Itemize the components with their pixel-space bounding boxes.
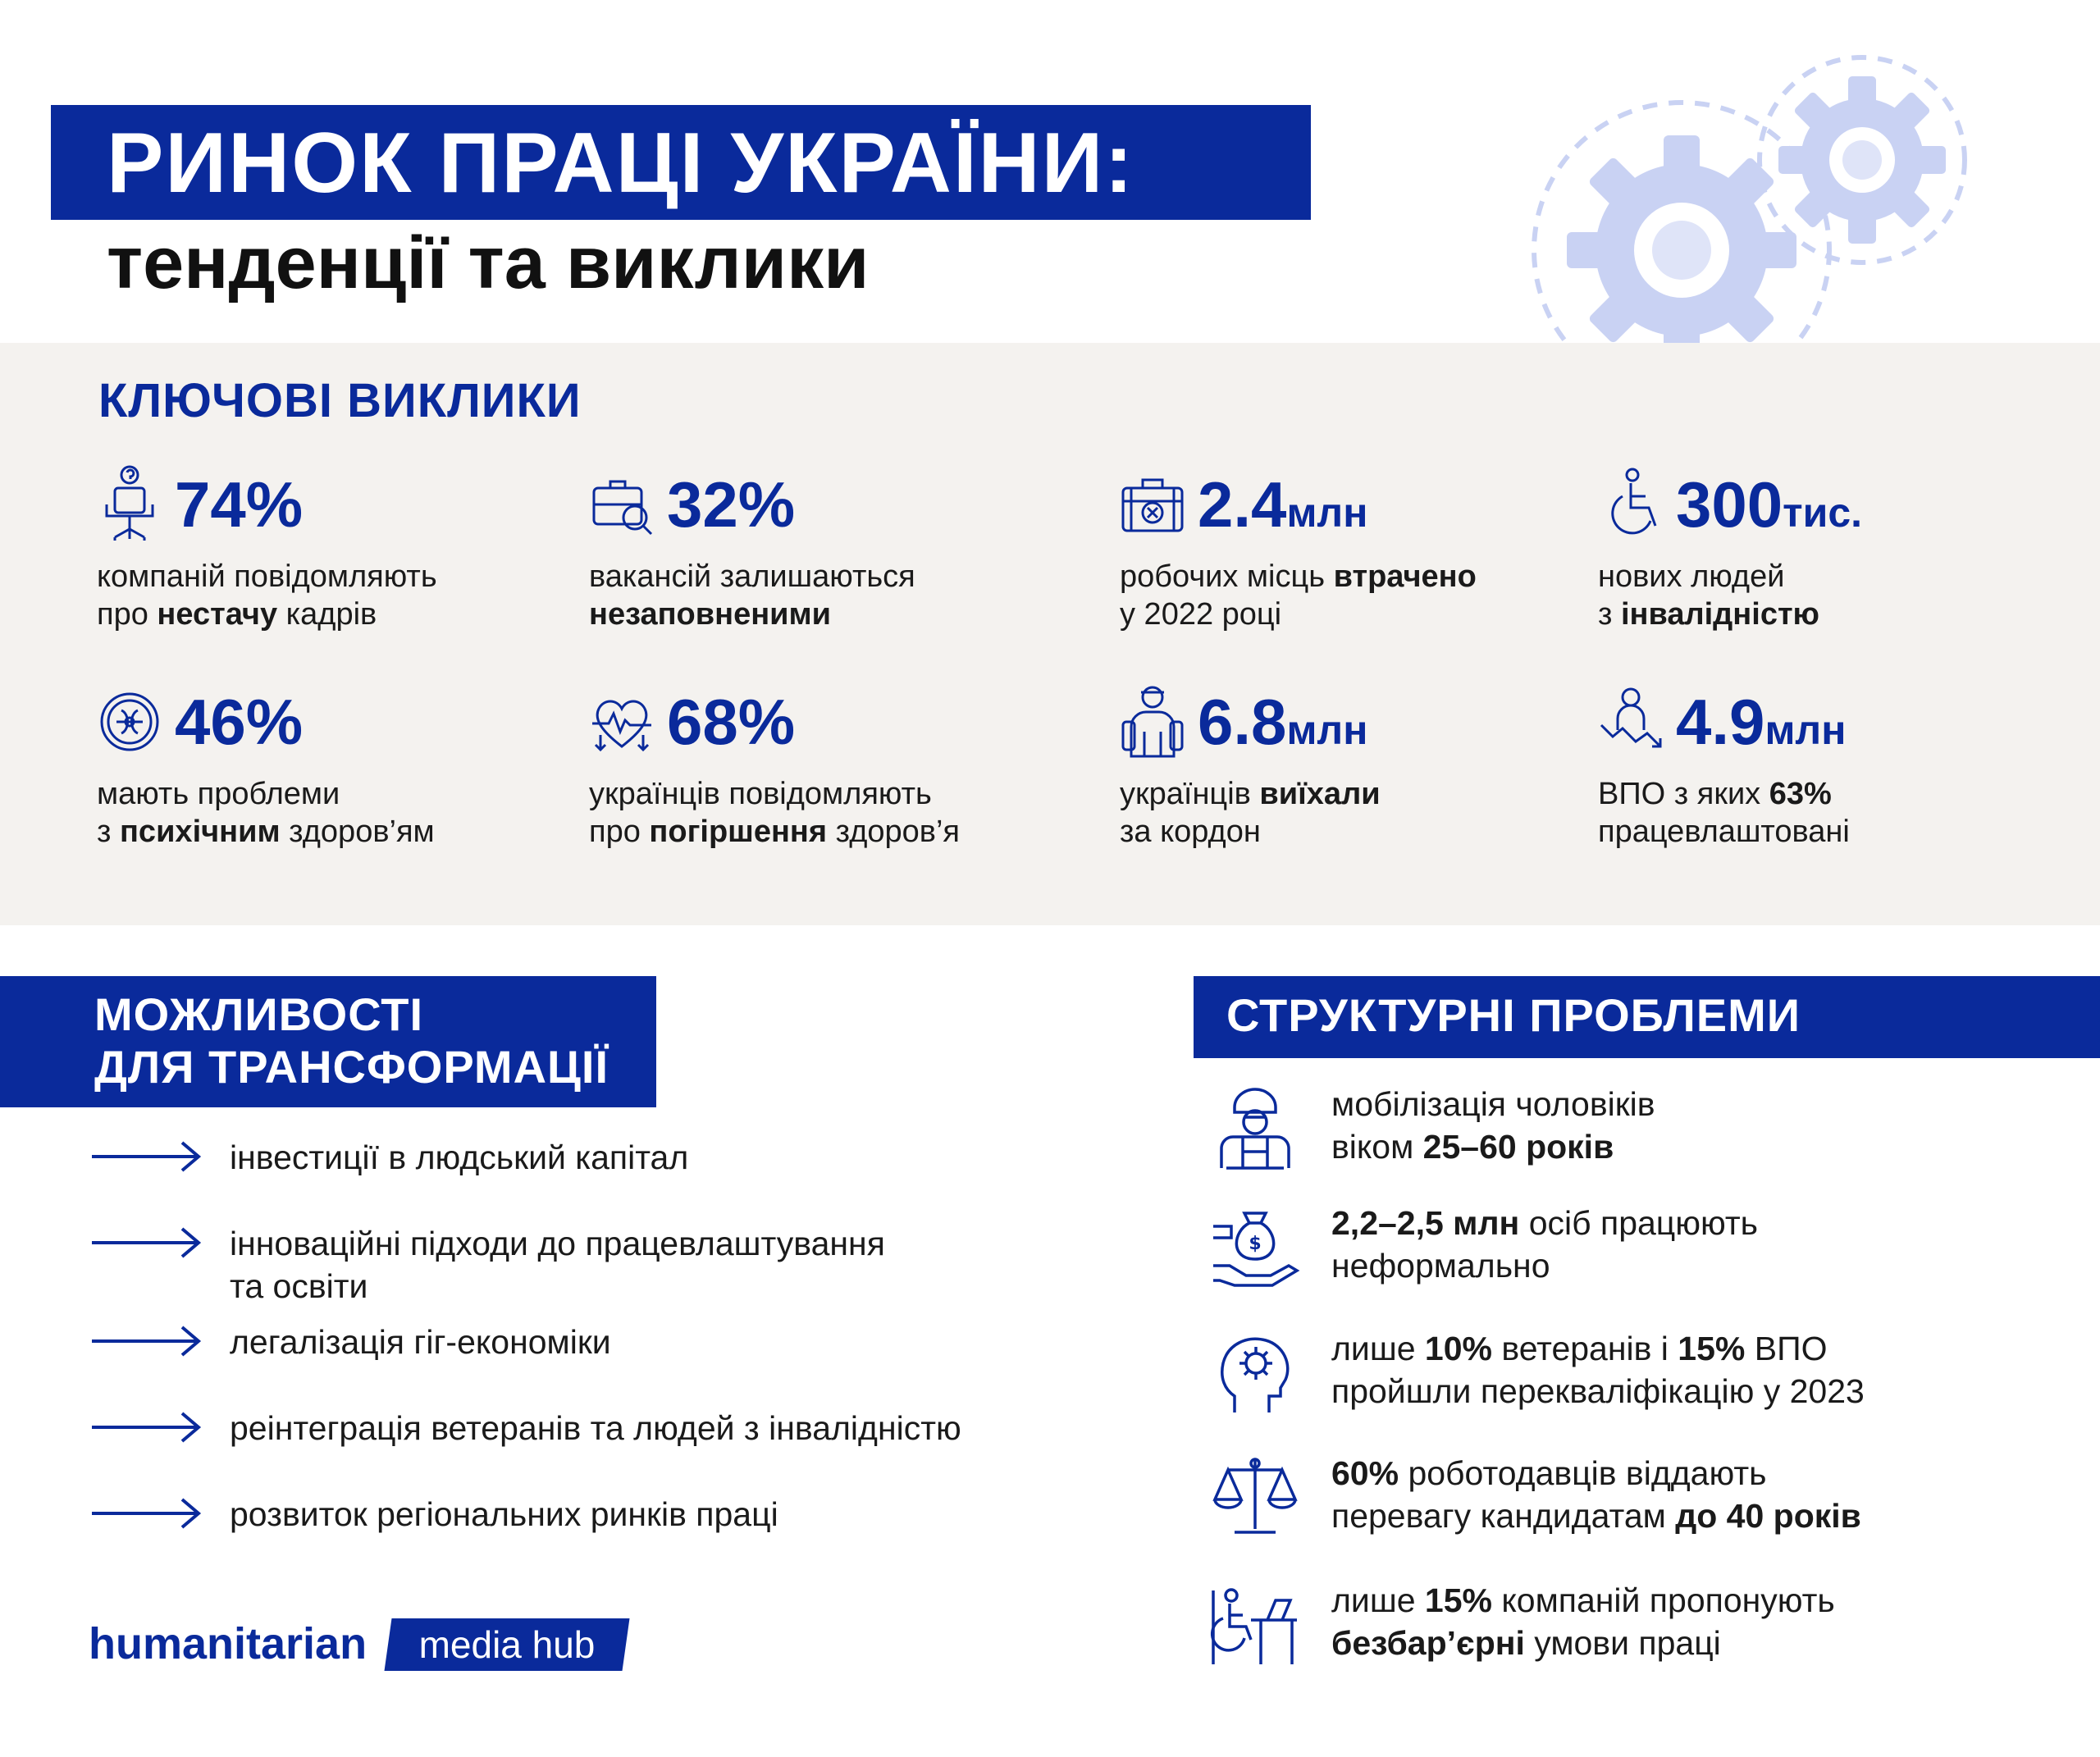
stat-description (1120, 775, 1628, 851)
stat-description-line: з психічним здоров’ям (97, 815, 435, 849)
structural-text (1331, 1202, 2086, 1287)
stat-unit: млн (1764, 707, 1847, 753)
stat-description (1120, 558, 1628, 633)
structural-text (1331, 1327, 2086, 1412)
stat-description-line: робочих місць втрачено (1120, 559, 1477, 594)
arrow-right-icon (90, 1321, 205, 1362)
structural-text (1331, 1083, 2086, 1168)
heart-pulse-down-icon (589, 681, 655, 763)
structural-text-line: лише 10% ветеранів і 15% ВПО (1331, 1330, 1828, 1367)
humanitarian-media-hub-logo (89, 1612, 630, 1686)
stat-value (1676, 463, 1862, 554)
person-decline-chart-icon (1598, 681, 1664, 763)
page-subtitle: тенденції та виклики (107, 222, 870, 304)
opportunity-text-line: інноваційні підходи до працевлаштування (230, 1225, 885, 1262)
stat-value (667, 463, 795, 545)
arrow-right-icon (90, 1136, 205, 1177)
stat-description-line: незаповненими (589, 597, 832, 632)
opportunities-heading-line1: МОЖЛИВОСТІ (94, 988, 424, 1040)
logo-word: humanitarian (89, 1619, 368, 1668)
stat-number: 74% (175, 468, 304, 541)
wheelchair-desk-icon (1210, 1579, 1300, 1669)
structural-text-line: віком 25–60 років (1331, 1128, 1614, 1166)
stat-description (589, 558, 1098, 633)
opportunities-heading (94, 988, 609, 1093)
stat-number: 4.9 (1676, 686, 1765, 758)
office-chair-question-icon (97, 463, 162, 545)
opportunity-text-line: реінтеграція ветеранів та людей з інвалідністю (230, 1409, 961, 1447)
stat-number: 300 (1676, 468, 1783, 541)
stat-description-line: вакансій залишаються (589, 559, 915, 594)
stat-description (589, 775, 1098, 851)
structural-text (1331, 1579, 2086, 1664)
stat-number: 46% (175, 686, 304, 758)
opportunity-text (230, 1136, 1198, 1179)
stat-value (1676, 681, 1846, 771)
stat-unit: млн (1286, 490, 1368, 536)
structural-text-line: перевагу кандидатам до 40 років (1331, 1497, 1861, 1535)
svg-text:$: $ (1249, 1234, 1262, 1254)
structural-text-line: пройшли перекваліфікацію у 2023 (1331, 1372, 1865, 1410)
arrow-right-icon (90, 1407, 205, 1448)
wheelchair-icon (1598, 463, 1664, 545)
scales-icon (1210, 1452, 1300, 1542)
structural-text-line: неформально (1331, 1247, 1550, 1285)
stat-description (1598, 775, 2100, 851)
page-title: РИНОК ПРАЦІ УКРАЇНИ: (107, 116, 1135, 211)
stat-number: 32% (667, 468, 796, 541)
structural-text-line: лише 15% компаній пропонують (1331, 1581, 1835, 1619)
arrow-right-icon (90, 1222, 205, 1263)
structural-text-line: 2,2–2,5 млн осіб працюють (1331, 1204, 1759, 1242)
opportunity-text-line: легалізація гіг-економіки (230, 1323, 611, 1361)
stat-description (97, 558, 605, 633)
opportunity-text-line: інвестиції в людський капітал (230, 1139, 689, 1176)
stat-description-line: мають проблеми (97, 777, 340, 811)
stat-value (175, 463, 303, 545)
structural-text-line: безбар’єрні умови праці (1331, 1624, 1721, 1662)
opportunity-text (230, 1222, 1198, 1307)
logo-box-text: media hub (418, 1623, 596, 1666)
money-bag-hand-icon (1210, 1202, 1300, 1292)
stat-description-line: за кордон (1120, 815, 1261, 849)
opportunity-text-line: розвиток регіональних ринків праці (230, 1495, 778, 1533)
stat-value (667, 681, 795, 763)
opportunity-text (230, 1493, 1198, 1536)
stat-description-line: ВПО з яких 63% (1598, 777, 1832, 811)
stat-value (1198, 463, 1367, 554)
briefcase-search-icon (589, 463, 655, 545)
stat-description-line: компаній повідомляють (97, 559, 437, 594)
traveler-backpack-icon (1120, 681, 1185, 763)
opportunities-heading-line2: ДЛЯ ТРАНСФОРМАЦІЇ (94, 1041, 609, 1093)
opportunity-text (230, 1321, 1198, 1363)
stat-unit: тис. (1783, 490, 1863, 536)
stat-description (97, 775, 605, 851)
stat-description (1598, 558, 2100, 633)
stat-number: 68% (667, 686, 796, 758)
stat-description-line: з інвалідністю (1598, 597, 1820, 632)
stat-description-line: нових людей (1598, 559, 1785, 594)
stat-value (1198, 681, 1367, 771)
stat-value (175, 681, 303, 763)
key-challenges-heading: КЛЮЧОВІ ВИКЛИКИ (98, 374, 582, 427)
brain-icon (97, 681, 162, 763)
stat-description-line: про нестачу кадрів (97, 597, 377, 632)
structural-text (1331, 1452, 2086, 1537)
stat-description-line: працевлаштовані (1598, 815, 1850, 849)
broken-briefcase-icon (1120, 463, 1185, 545)
structural-text-line: 60% роботодавців віддають (1331, 1454, 1767, 1492)
head-gear-icon (1210, 1327, 1300, 1417)
stat-description-line: у 2022 році (1120, 597, 1282, 632)
stat-number: 2.4 (1198, 468, 1287, 541)
stat-description-line: про погіршення здоров’я (589, 815, 960, 849)
structural-heading: СТРУКТУРНІ ПРОБЛЕМИ (1226, 989, 1801, 1041)
logo-box (385, 1618, 630, 1671)
structural-text-line: мобілізація чоловіків (1331, 1085, 1655, 1123)
opportunity-text (230, 1407, 1198, 1449)
arrow-right-icon (90, 1493, 205, 1534)
stat-number: 6.8 (1198, 686, 1287, 758)
stat-description-line: українців виїхали (1120, 777, 1381, 811)
opportunity-text-line: та освіти (230, 1267, 368, 1305)
stat-description-line: українців повідомляють (589, 777, 932, 811)
stat-unit: млн (1286, 707, 1368, 753)
soldier-icon (1210, 1083, 1300, 1173)
